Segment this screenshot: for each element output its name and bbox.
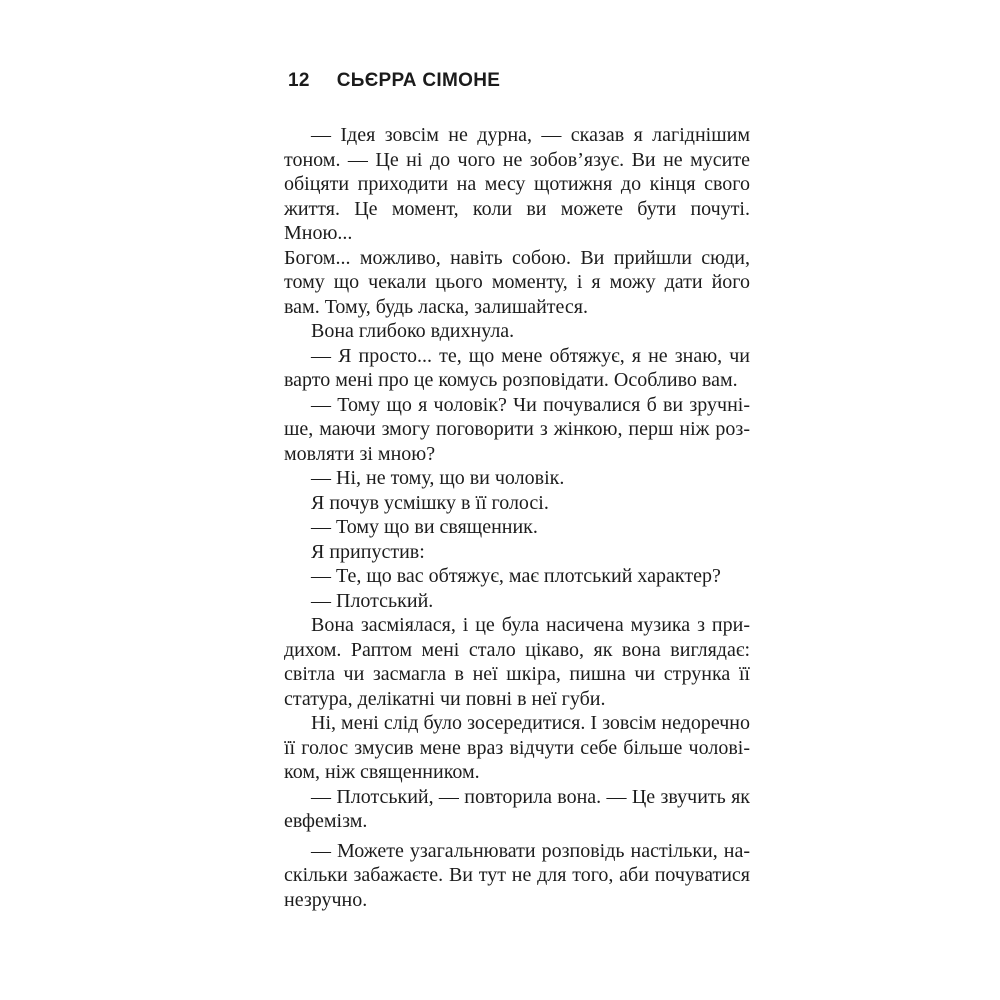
- paragraph: [284, 785, 750, 834]
- text-line: скільки забажаєте. Ви тут не для того, аби почуватися: [284, 864, 750, 886]
- paragraph: [284, 344, 750, 393]
- paragraph: [284, 393, 750, 467]
- text-line: тому що чекали цього моменту, і я можу дати його: [284, 271, 750, 293]
- page-number: 12: [288, 70, 310, 91]
- paragraph: [284, 319, 750, 344]
- text-line: — Можете узагальнювати розповідь настільки, на-: [311, 839, 750, 862]
- text-line: мовляти зі мною?: [284, 442, 436, 465]
- text-line: — Плотський, — повторила вона. — Це звучить як: [311, 785, 750, 808]
- paragraph: [284, 711, 750, 785]
- text-line: статура, делікатні чи повні в неї губи.: [284, 687, 606, 710]
- text-line: Вона глибоко вдихнула.: [311, 320, 515, 342]
- paragraph: [284, 491, 750, 516]
- text-line: Я почув усмішку в її голосі.: [311, 491, 549, 514]
- text-line: — Я просто... те, що мене обтяжує, я не знаю, чи: [311, 344, 750, 367]
- text-line: обіцяти приходити на месу щотижня до кінця свого: [284, 173, 750, 195]
- text-line: світла чи засмагла в неї шкіра, пишна чи струнка її: [284, 663, 750, 685]
- paragraph: [284, 466, 750, 491]
- text-line: — Тому що я чоловік? Чи почувалися б ви зручні-: [311, 393, 750, 416]
- text-line: — Те, що вас обтяжує, має плотський характер?: [311, 565, 721, 587]
- text-line: — Плотський.: [311, 589, 434, 612]
- text-line: незручно.: [284, 888, 368, 911]
- text-line: варто мені про це комусь розповідати. Особливо вам.: [284, 369, 738, 391]
- text-line: дихом. Раптом мені стало цікаво, як вона виглядає:: [284, 638, 750, 661]
- text-line: вам. Тому, будь ласка, залишайтеся.: [284, 295, 588, 318]
- text-line: — Ідея зовсім не дурна, — сказав я лагіднішим: [311, 124, 750, 146]
- running-title: СЬЄРРА СІМОНЕ: [336, 70, 501, 91]
- text-line: ком, ніж священником.: [284, 761, 480, 783]
- text-line: Я припустив:: [311, 540, 425, 563]
- text-line: ше, маючи змогу поговорити з жінкою, перш ніж роз-: [284, 418, 750, 440]
- paragraph: [284, 540, 750, 565]
- body-text-block: [284, 123, 750, 912]
- paragraph: [284, 564, 750, 589]
- text-line: Богом... можливо, навіть собою. Ви прийшли сюди,: [284, 246, 750, 269]
- paragraph: [284, 123, 750, 319]
- paragraph: [284, 589, 750, 614]
- paragraph: [284, 839, 750, 913]
- text-line: тоном. — Це ні до чого не зобов’язує. Ви не мусите: [284, 148, 750, 171]
- text-line: евфемізм.: [284, 810, 368, 832]
- text-line: життя. Це момент, коли ви можете бути почуті. Мною...: [284, 197, 750, 244]
- text-line: Вона засміялася, і це була насичена музика з при-: [311, 614, 750, 636]
- text-line: — Тому що ви священник.: [311, 516, 538, 538]
- paragraph: [284, 613, 750, 711]
- text-line: Ні, мені слід було зосередитися. І зовсім недоречно: [311, 712, 750, 734]
- paragraph: [284, 515, 750, 540]
- text-line: — Ні, не тому, що ви чоловік.: [311, 467, 565, 489]
- text-line: її голос змусив мене враз відчути себе більше чолові-: [284, 736, 750, 759]
- running-header: [288, 70, 500, 92]
